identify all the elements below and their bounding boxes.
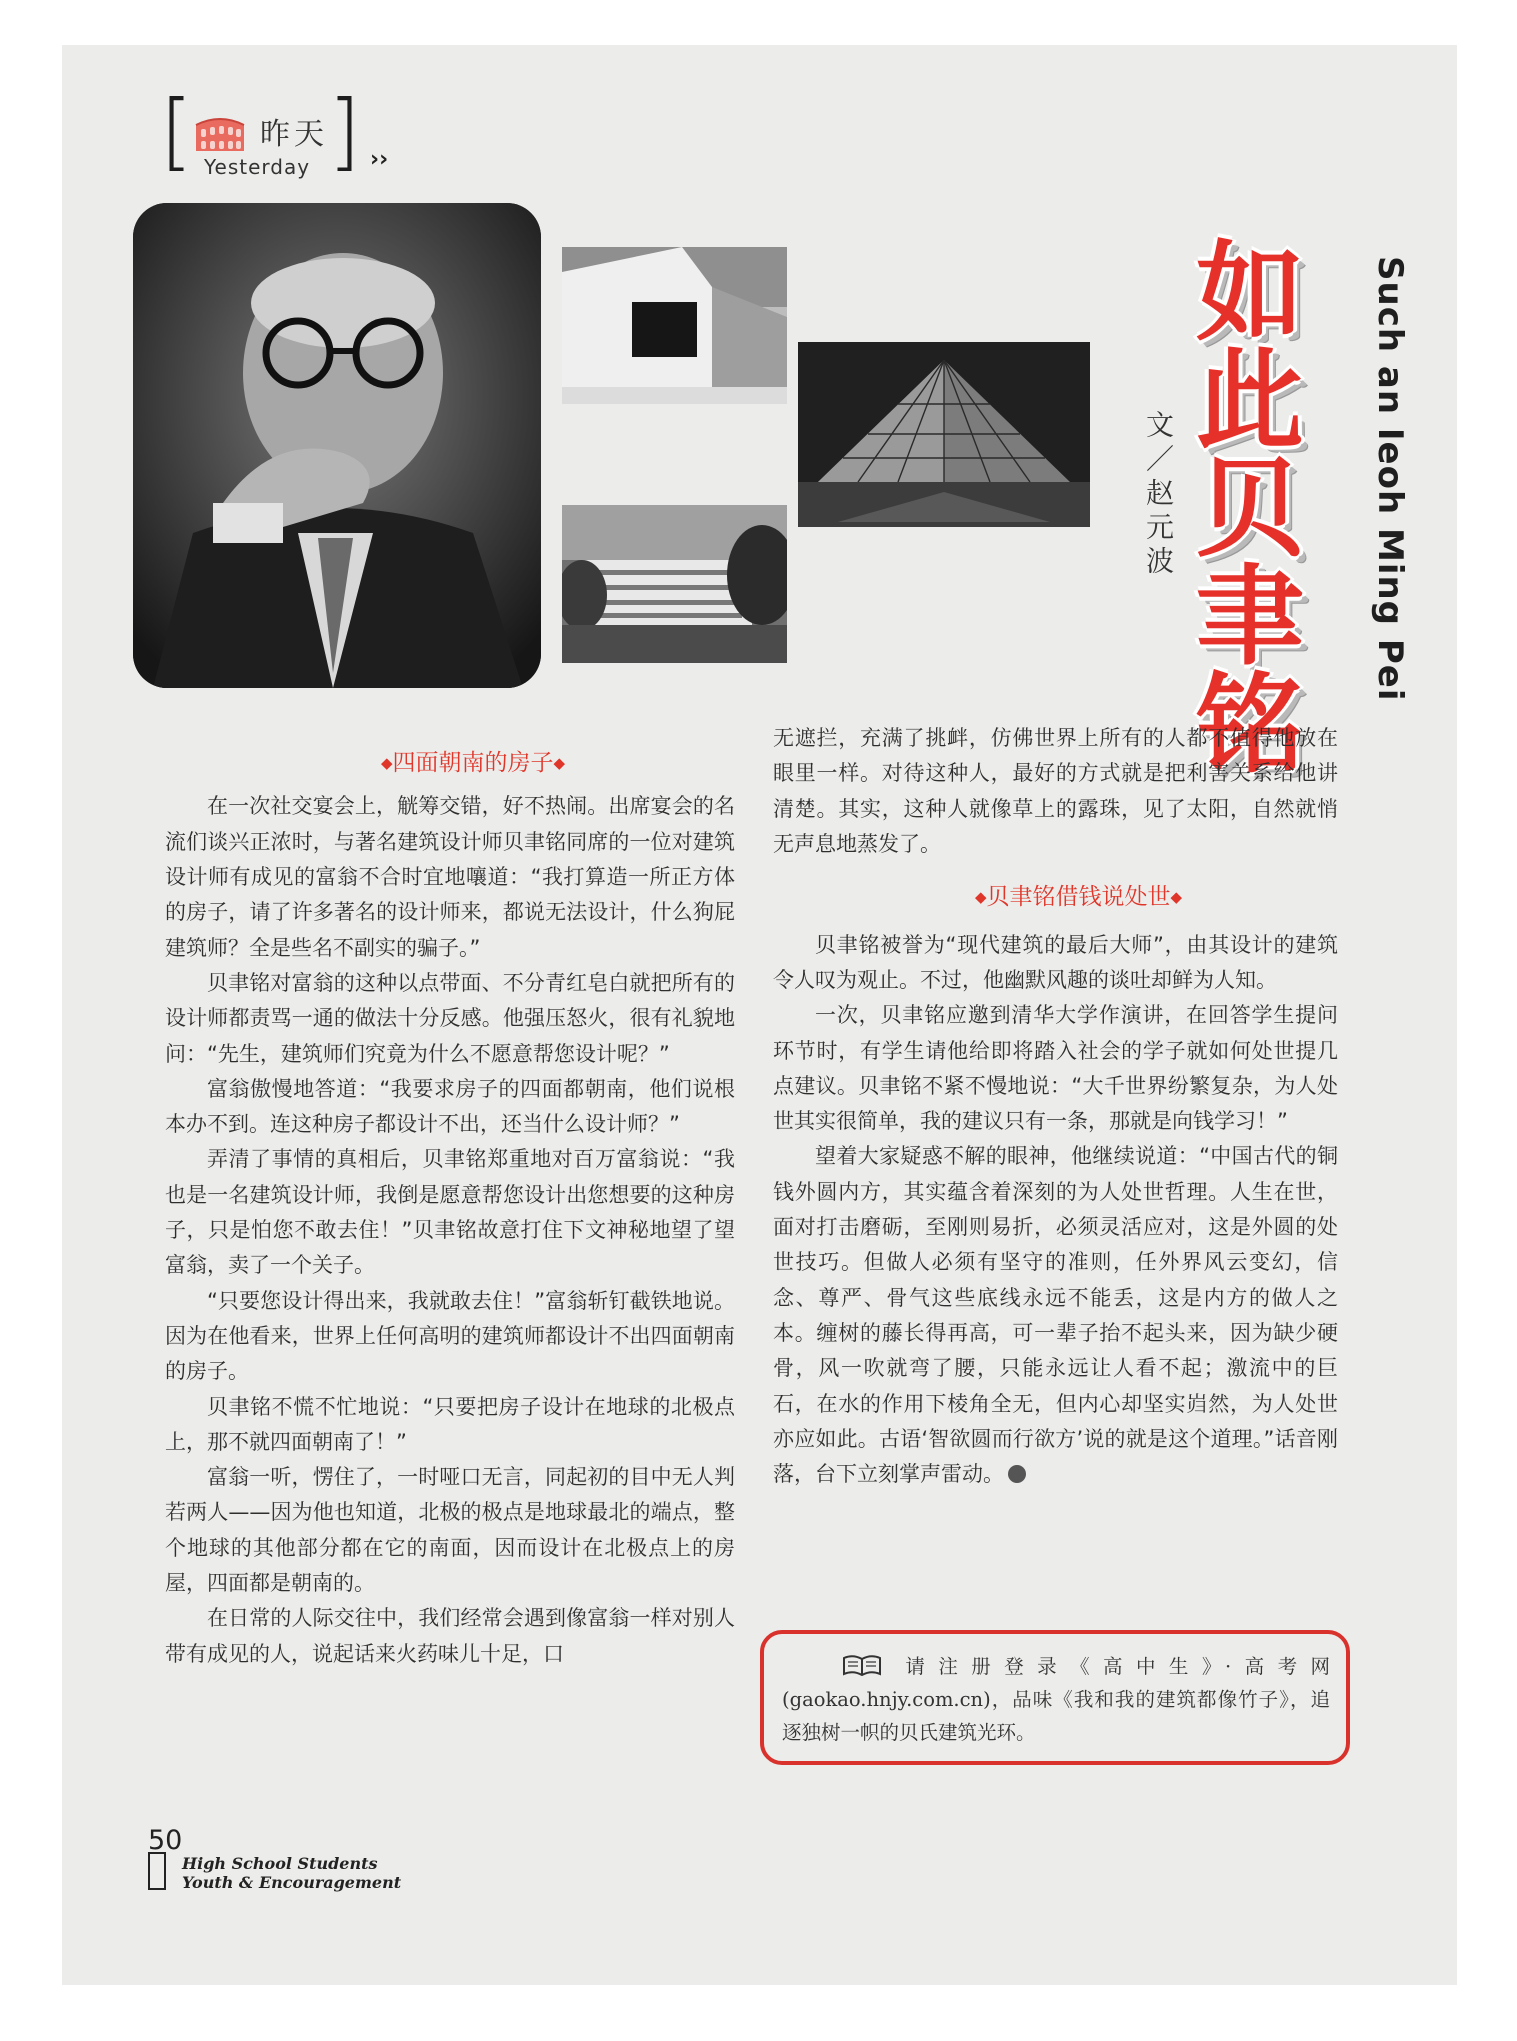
title-char: 此 (1196, 339, 1305, 464)
bracket-right: ] (328, 82, 361, 180)
building-photo-1 (562, 247, 787, 404)
paragraph: 贝聿铭对富翁的这种以点带面、不分青红皂白就把所有的设计师都责骂一通的做法十分反感。他强压怒火，很有礼貌地问：“先生，建筑师们究竟为什么不愿意帮您设计呢？” (165, 970, 735, 1066)
article-title-zh (1196, 231, 1346, 788)
note-box (760, 1630, 1350, 1765)
footer-mark (148, 1852, 166, 1890)
magazine-name-line1: High School Students (182, 1854, 378, 1873)
paragraph: 富翁一听，愣住了，一时哑口无言，同起初的目中无人判若两人——因为他也知道，北极的极点是地球最北的端点，整个地球的其他部分都在它的南面，因而设计在北极点上的房屋，四面都是朝南的。 (165, 1465, 735, 1595)
section-heading-1: ◆四面朝南的房子◆ (380, 750, 566, 777)
title-char: 如 (1196, 231, 1305, 356)
paragraph: 一次，贝聿铭应邀到清华大学作演讲，在回答学生提问环节时，有学生请他给即将踏入社会的学子就如何处世提几点建议。贝聿铭不紧不慢地说：“大千世界纷繁复杂，为人处世其实很简单，我的建议只有一条，那就是向钱学习！” (773, 1003, 1338, 1134)
paragraph: 望着大家疑惑不解的眼神，他继续说道：“中国古代的铜钱外圆内方，其实蕴含着深刻的为人处世哲理。人生在世，面对打击磨砺，至刚则易折，必须灵活应对，这是外圆的处世技巧。但做人必须有坚守的准则，任外界风云变幻，信念、尊严、骨气这些底线永远不能丢，这是内方的做人之本。缠树的藤长得再高，可一辈子抬不起头来，因为缺少硬骨，风一吹就弯了腰，只能永远让人看不起；激流中的巨石，在水的作用下棱角全无，但内心却坚实岿然，为人处世亦应如此。古语‘智欲圆而行欲方’说的就是这个道理。”话音刚落，台下立刻掌声雷动。 (773, 1144, 1338, 1487)
author-byline: 文／赵元波 (1142, 410, 1175, 580)
title-char: 聿 (1196, 555, 1305, 680)
section-tag (160, 82, 420, 185)
colosseum-icon (192, 111, 248, 153)
bracket-left: [ (160, 82, 193, 180)
right-column (773, 721, 1338, 1492)
book-icon (842, 1654, 882, 1676)
paragraph: 弄清了事情的真相后，贝聿铭郑重地对百万富翁说：“我也是一名建筑设计师，我倒是愿意帮您设计出您想要的这种房子，只是怕您不敢去住！”贝聿铭故意打住下文神秘地望了望富翁，卖了一个关子。 (165, 1147, 735, 1278)
double-chevron-icon: ›› (370, 147, 389, 172)
title-char: 铭 (1196, 663, 1305, 788)
building-photo-2 (562, 505, 787, 663)
paragraph: 贝聿铭被誉为“现代建筑的最后大师”，由其设计的建筑令人叹为观止。不过，他幽默风趣的谈吐却鲜为人知。 (773, 932, 1338, 992)
note-text: 请注册登录《高中生》·高考网(gaokao.hnjy.com.cn)，品味《我和我的建筑都像竹子》，追逐独树一帜的贝氏建筑光环。 (782, 1655, 1330, 1744)
magazine-name-line2: Youth & Encouragement (182, 1873, 402, 1892)
paragraph-continuation: 无遮拦，充满了挑衅，仿佛世界上所有的人都不值得他放在眼里一样。对待这种人，最好的方式就是把利害关系给他讲清楚。其实，这种人就像草上的露珠，见了太阳，自然就悄无声息地蒸发了。 (773, 726, 1338, 856)
section-tag-zh: 昨天 (260, 117, 328, 152)
paragraph: 富翁傲慢地答道：“我要求房子的四面都朝南，他们说根本办不到。连这种房子都设计不出，还当什么设计师？” (165, 1076, 735, 1137)
paragraph: 贝聿铭不慌不忙地说：“只要把房子设计在地球的北极点上，那不就四面朝南了！” (165, 1394, 735, 1454)
page-number: 50 (148, 1825, 183, 1856)
paragraph: 在日常的人际交往中，我们经常会遇到像富翁一样对别人带有成见的人，说起话来火药味儿十足，口 (165, 1606, 735, 1666)
paragraph: “只要您设计得出来，我就敢去住！”富翁斩钉截铁地说。因为在他看来，世界上任何高明的建筑师都设计不出四面朝南的房子。 (165, 1288, 735, 1384)
end-mark-icon (1008, 1465, 1026, 1483)
section-heading-2: ◆贝聿铭借钱说处世◆ (974, 884, 1183, 911)
louvre-pyramid-photo (798, 342, 1090, 527)
article-title-en: Such an Ieoh Ming Pei (1370, 256, 1410, 702)
paragraph: 在一次社交宴会上，觥筹交错，好不热闹。出席宴会的名流们谈兴正浓时，与著名建筑设计师贝聿铭同席的一位对建筑设计师有成见的富翁不合时宜地嚷道：“我打算造一所正方体的房子，请了许多著名的设计师来，都说无法设计，什么狗屁建筑师？全是些名不副实的骗子。” (165, 794, 735, 960)
section-tag-en: Yesterday (204, 155, 311, 179)
title-char: 贝 (1196, 447, 1305, 572)
portrait-photo (133, 203, 541, 688)
left-column (165, 750, 735, 1672)
